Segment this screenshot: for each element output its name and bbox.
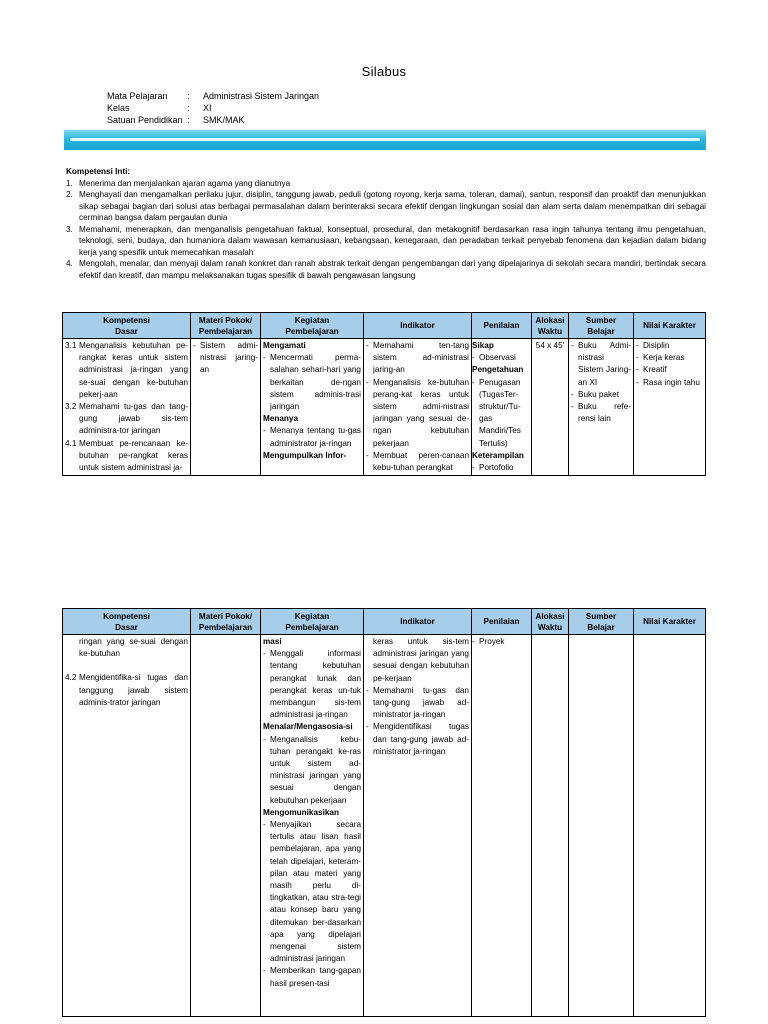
kd-item: 3.1 Menganalisis kebutuhan pe-rangkat keras untuk sistem administrasi ja-ringan yang se-suai dengan ke-butuhan pekerj-aan [65, 341, 188, 399]
kompetensi-inti-heading: Kompetensi Inti: [66, 167, 131, 176]
header-materi-pokok: Materi Pokok/ Pembelajaran [191, 313, 261, 339]
header-kompetensi-dasar: Kompetensi Dasar [63, 609, 191, 635]
header-nilai-karakter: Nilai Karakter [634, 609, 706, 635]
list-item: - Kerja keras [636, 353, 685, 363]
syllabus-table-page-2 [62, 608, 706, 1017]
page-title: Silabus [361, 64, 407, 79]
cell-penilaian [472, 635, 532, 1017]
list-item: - Buku paket [571, 389, 619, 399]
list-item: - Menyajikan secara tertulis atau lisan hasil pembelajaran, apa yang telah dipelajari, keteram-pilan atau materi yang masih perlu di-tingkatkan, atau stra-tegi atau konsep baru yang ditemukan ber-dasarkan apa yang dipelajari mengenai sistem administrasi jaringan [263, 820, 361, 964]
meta-row: Satuan Pendidikan : SMK/MAK [107, 115, 245, 125]
header-kegiatan-pembelajaran: Kegiatan Pembelajaran [261, 313, 364, 339]
header-alokasi-waktu: Alokasi Waktu [532, 609, 569, 635]
activity-heading: Menalar/Mengasosia-si [263, 722, 353, 732]
cell-indikator [364, 339, 472, 476]
cell-kompetensi-dasar [63, 635, 191, 1017]
cell-kompetensi-dasar [63, 339, 191, 476]
kd-item: 4.1 Membuat pe-rencanaan ke-butuhan pe-rangkat keras untuk sistem administrasi ja- [65, 438, 188, 473]
list-item: - Memahami tu-gas dan tang-gung jawab ad-ministrator ja-ringan [366, 685, 469, 720]
list-item: - Memberikan tang-gapan hasil presen-tasi [263, 966, 361, 988]
cell-kegiatan-pembelajaran [261, 635, 364, 1017]
activity-heading: Mengumpulkan Infor- [263, 450, 347, 460]
list-item: - Rasa ingin tahu [636, 377, 700, 387]
header-kegiatan-pembelajaran: Kegiatan Pembelajaran [261, 609, 364, 635]
meta-row: Kelas : XI [107, 103, 212, 113]
meta-row: Mata Pelajaran : Administrasi Sistem Jaringan [107, 91, 320, 101]
assessment-heading: Sikap [472, 341, 494, 350]
header-divider-bar [64, 130, 706, 150]
meta-label: Satuan Pendidikan [107, 115, 183, 125]
cell-alokasi-waktu [532, 635, 569, 1017]
header-sumber-belajar: Sumber Belajar [569, 609, 634, 635]
kompetensi-inti-item: 2. Menghayati dan mengamalkan perilaku jujur, disiplin, tanggung jawab, peduli (gotong royong, kerja sama, toleran, damai), santun, responsif dan proaktif dan menunjukkan sikap sebagai bagian dari solusi atas berbagai permasalahan dalam berinteraksi secara efektif dengan lingkungan sosial dan alam serta dalam menempatkan diri sebagai cerminan bangsa dalam pergaulan dunia [66, 190, 706, 222]
list-item: - Proyek [472, 637, 505, 646]
list-item: - Menggali informasi tentang kebutuhan perangkat lunak dan perangkat keras un-tuk membangun sis-tem administrasi ja-ringan [263, 649, 361, 720]
assessment-heading: Pengetahuan [472, 365, 524, 375]
kd-continuation: ringan yang se-suai dengan ke-butuhan [79, 637, 188, 659]
cell-alokasi-waktu: 54 x 45' [532, 339, 569, 476]
list-item: - Portofolio [472, 463, 514, 473]
list-item: - Menganalisis ke-butuhan perang-kat keras untuk sistem admi-nistrasi jaringan yang sesuai de-ngan kebutuhan pekerjaan [366, 377, 469, 448]
activity-heading: Mengamati [263, 341, 306, 350]
list-item: - Buku Admi-nistrasi Sistem Jaring-an XI [571, 341, 631, 387]
meta-value: XI [203, 103, 212, 113]
kd-item: 4.2 Mengidentifika-si tugas dan tanggung jawab sistem adminis-trator jaringan [65, 673, 188, 707]
cell-materi-pokok [191, 339, 261, 476]
activity-heading: Mengomunikasikan [263, 807, 339, 817]
meta-value: SMK/MAK [203, 115, 245, 125]
header-indikator: Indikator [364, 313, 472, 339]
header-sumber-belajar: Sumber Belajar [569, 313, 634, 339]
table-header-row [63, 313, 706, 339]
header-materi-pokok: Materi Pokok/ Pembelajaran [191, 609, 261, 635]
list-item: - Menanya tentang tu-gas administrator ja-ringan [263, 426, 361, 448]
syllabus-table-page-1 [62, 312, 706, 476]
meta-label: Mata Pelajaran [107, 91, 168, 101]
header-penilaian: Penilaian [472, 609, 532, 635]
list-item: - Menganalisis kebu-tuhan perangakt ke-ras untuk sistem ad-ministrasi jaringan yang sesuai dengan kebutuhan pekerjaan [263, 734, 361, 805]
cell-sumber-belajar [569, 635, 634, 1017]
kompetensi-inti-item: 3. Memahami, menerapkan, dan menganalisis pengetahuan faktual, konseptual, prosedural, dan metakognitif berdasarkan rasa ingin tahunya tentang ilmu pengetahuan, teknologi, seni, budaya, dan humaniora dalam wawasan kemanusiaan, kebangsaan, kenegaraan, dan peradaban terkait penyebab fenomena dan kejadian dalam bidang kerja yang spesifik untuk memecahkan masalah [66, 224, 706, 257]
cell-nilai-karakter [634, 339, 706, 476]
list-item: - Penugasan (TugasTer-struktur/Tu-gas Mandiri/Tes Tertulis) [472, 377, 521, 448]
header-kompetensi-dasar: Kompetensi Dasar [63, 313, 191, 339]
document-meta [107, 90, 319, 126]
cell-penilaian [472, 339, 532, 476]
activity-heading: masi [263, 637, 282, 646]
list-item: - Sistem admi-nistrasi jaring-an [193, 341, 258, 375]
kompetensi-inti [66, 166, 706, 281]
header-alokasi-waktu: Alokasi Waktu [532, 313, 569, 339]
list-item: - Buku refe-rensi lain [571, 402, 631, 424]
cell-indikator [364, 635, 472, 1017]
cell-nilai-karakter [634, 635, 706, 1017]
header-penilaian: Penilaian [472, 313, 532, 339]
table-row [63, 339, 706, 476]
list-item: - Disiplin [636, 341, 670, 350]
assessment-heading: Keterampilan [472, 450, 524, 460]
list-item: - Membuat peren-canaan kebu-tuhan perangkat [366, 450, 469, 473]
table-row [63, 635, 706, 1017]
meta-label: Kelas [107, 103, 130, 113]
kd-item: 3.2 Memahami tu-gas dan tang-gung jawab sis-tem administra-tor jaringan [65, 402, 188, 436]
kompetensi-inti-item: 1. Menerima dan menjalankan ajaran agama yang dianutnya [66, 178, 291, 188]
list-item: - Mengidentifikasi tugas dan tang-gung jawab ad-ministrator ja-ringan [366, 722, 469, 756]
table-header-row [63, 609, 706, 635]
cell-kegiatan-pembelajaran [261, 339, 364, 476]
header-indikator: Indikator [364, 609, 472, 635]
kompetensi-inti-item: 4. Mengolah, menalar, dan menyaji dalam ranah konkret dan ranah abstrak terkait dengan pengembangan dari yang dipelajarinya di sekolah secara mandiri, bertindak secara efektif dan kreatif, dan mampu melaksanakan tugas spesifik di bawah pengawasan langsung [66, 259, 706, 280]
meta-value: Administrasi Sistem Jaringan [203, 91, 320, 101]
list-item: - Kreatif [636, 365, 667, 375]
list-item: - Observasi [472, 353, 516, 363]
list-item: - Memahami ten-tang sistem ad-ministrasi jaring-an [366, 341, 469, 375]
list-item: - Mencermati perma-salahan sehari-hari yang berkaitan de-ngan sistem adminis-trasi jaringan [263, 353, 361, 412]
indikator-continuation: keras untuk sis-tem administrasi jaringan yang sesuai dengan kebutuhan pe-kerjaan [373, 637, 469, 683]
activity-heading: Menanya [263, 414, 299, 424]
header-nilai-karakter: Nilai Karakter [634, 313, 706, 339]
cell-materi-pokok [191, 635, 261, 1017]
cell-sumber-belajar [569, 339, 634, 476]
